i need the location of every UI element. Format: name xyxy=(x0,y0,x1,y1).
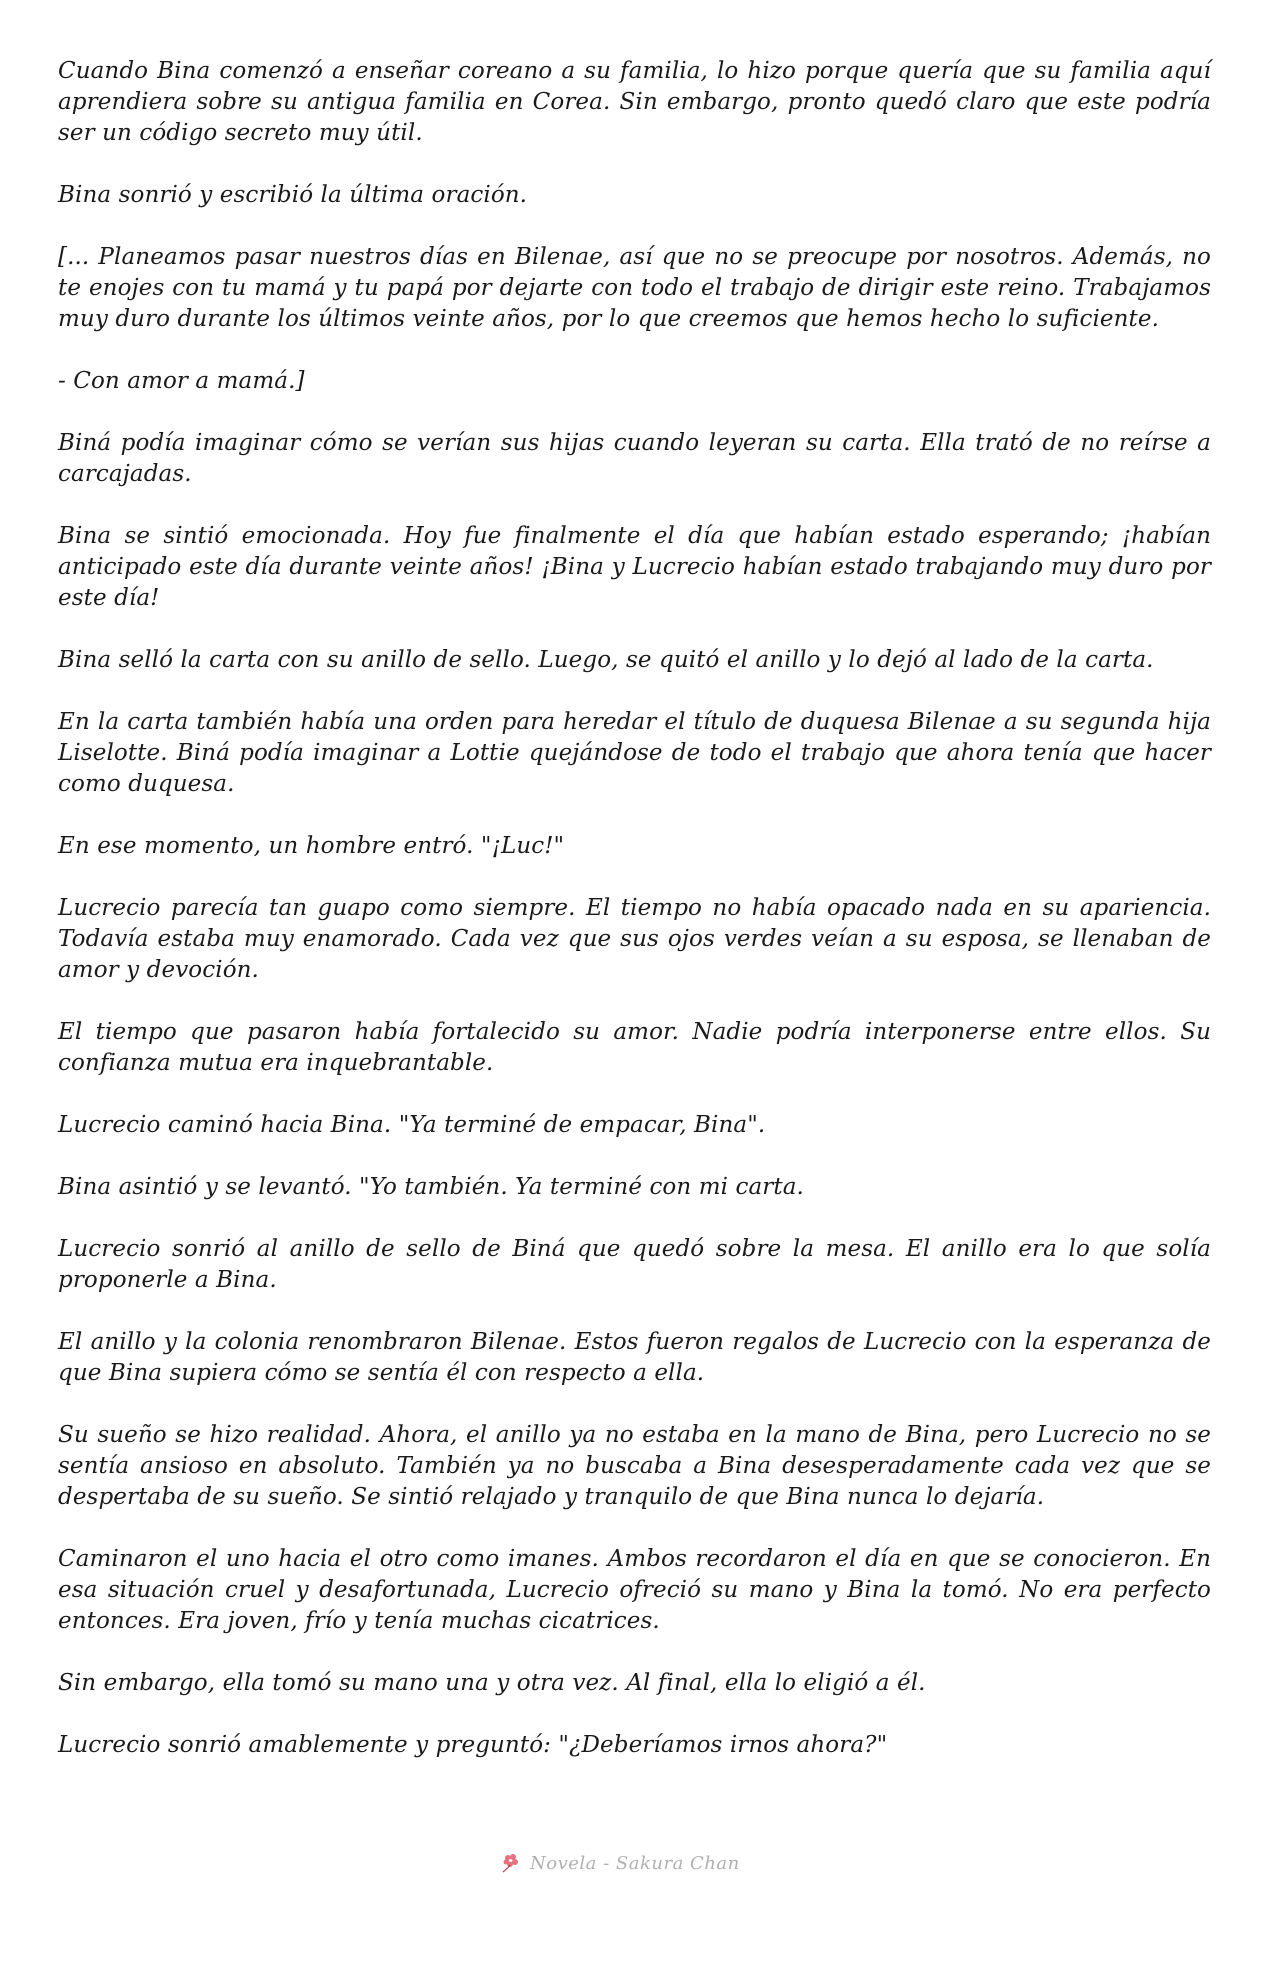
paragraph: Lucrecio parecía tan guapo como siempre. El tiempo no había opacado nada en su apariencia. Todavía estaba muy enamorado. Cada vez que sus ojos verdes veían a su esposa, se llenaban de amor y devoción. xyxy=(58,895,1211,983)
paragraph: Su sueño se hizo realidad. Ahora, el anillo ya no estaba en la mano de Bina, pero Lucrecio no se sentía ansioso en absoluto. También ya no buscaba a Bina desesperadamente cada vez que se despertaba de su sueño. Se sintió relajado y tranquilo de que Bina nunca lo dejaría. xyxy=(58,1422,1211,1510)
watermark xyxy=(500,1852,740,1874)
paragraph: Lucrecio sonrió amablemente y preguntó: "¿Deberíamos irnos ahora?" xyxy=(58,1732,888,1758)
paragraph: Lucrecio caminó hacia Bina. "Ya terminé de empacar, Bina". xyxy=(58,1112,766,1138)
paragraph: En ese momento, un hombre entró. "¡Luc!" xyxy=(58,833,565,859)
paragraph: [... Planeamos pasar nuestros días en Bilenae, así que no se preocupe por nosotros. Además, no te enojes con tu mamá y tu papá por dejarte con todo el trabajo de dirigir este reino. Trabajamos muy duro durante los últimos veinte años, por lo que creemos que hemos hecho lo suficiente. xyxy=(58,244,1211,332)
paragraph: Sin embargo, ella tomó su mano una y otra vez. Al final, ella lo eligió a él. xyxy=(58,1670,926,1696)
paragraph: - Con amor a mamá.] xyxy=(58,368,305,394)
paragraph: Biná podía imaginar cómo se verían sus hijas cuando leyeran su carta. Ella trató de no reírse a carcajadas. xyxy=(58,430,1211,487)
paragraph: El tiempo que pasaron había fortalecido su amor. Nadie podría interponerse entre ellos. Su confianza mutua era inquebrantable. xyxy=(58,1019,1211,1076)
watermark-text: Novela - Sakura Chan xyxy=(530,1852,740,1874)
paragraph: Bina se sintió emocionada. Hoy fue finalmente el día que habían estado esperando; ¡habían anticipado este día durante veinte años! ¡Bina y Lucrecio habían estado trabajando muy duro por este día! xyxy=(58,523,1211,611)
paragraph: Caminaron el uno hacia el otro como imanes. Ambos recordaron el día en que se conocieron. En esa situación cruel y desafortunada, Lucrecio ofreció su mano y Bina la tomó. No era perfecto entonces. Era joven, frío y tenía muchas cicatrices. xyxy=(58,1546,1211,1634)
sakura-flower-icon xyxy=(500,1852,524,1874)
paragraph: Bina asintió y se levantó. "Yo también. Ya terminé con mi carta. xyxy=(58,1174,804,1200)
paragraph: En la carta también había una orden para heredar el título de duquesa Bilenae a su segunda hija Liselotte. Biná podía imaginar a Lottie quejándose de todo el trabajo que ahora tenía que hacer como duquesa. xyxy=(58,709,1211,797)
paragraph: Cuando Bina comenzó a enseñar coreano a su familia, lo hizo porque quería que su familia aquí aprendiera sobre su antigua familia en Corea. Sin embargo, pronto quedó claro que este podría ser un código secreto muy útil. xyxy=(58,58,1211,146)
document-body xyxy=(58,56,1211,1792)
paragraph: Bina sonrió y escribió la última oración. xyxy=(58,182,528,208)
paragraph: El anillo y la colonia renombraron Bilenae. Estos fueron regalos de Lucrecio con la esperanza de que Bina supiera cómo se sentía él con respecto a ella. xyxy=(58,1329,1211,1386)
paragraph: Bina selló la carta con su anillo de sello. Luego, se quitó el anillo y lo dejó al lado de la carta. xyxy=(58,647,1154,673)
paragraph: Lucrecio sonrió al anillo de sello de Biná que quedó sobre la mesa. El anillo era lo que solía proponerle a Bina. xyxy=(58,1236,1211,1293)
